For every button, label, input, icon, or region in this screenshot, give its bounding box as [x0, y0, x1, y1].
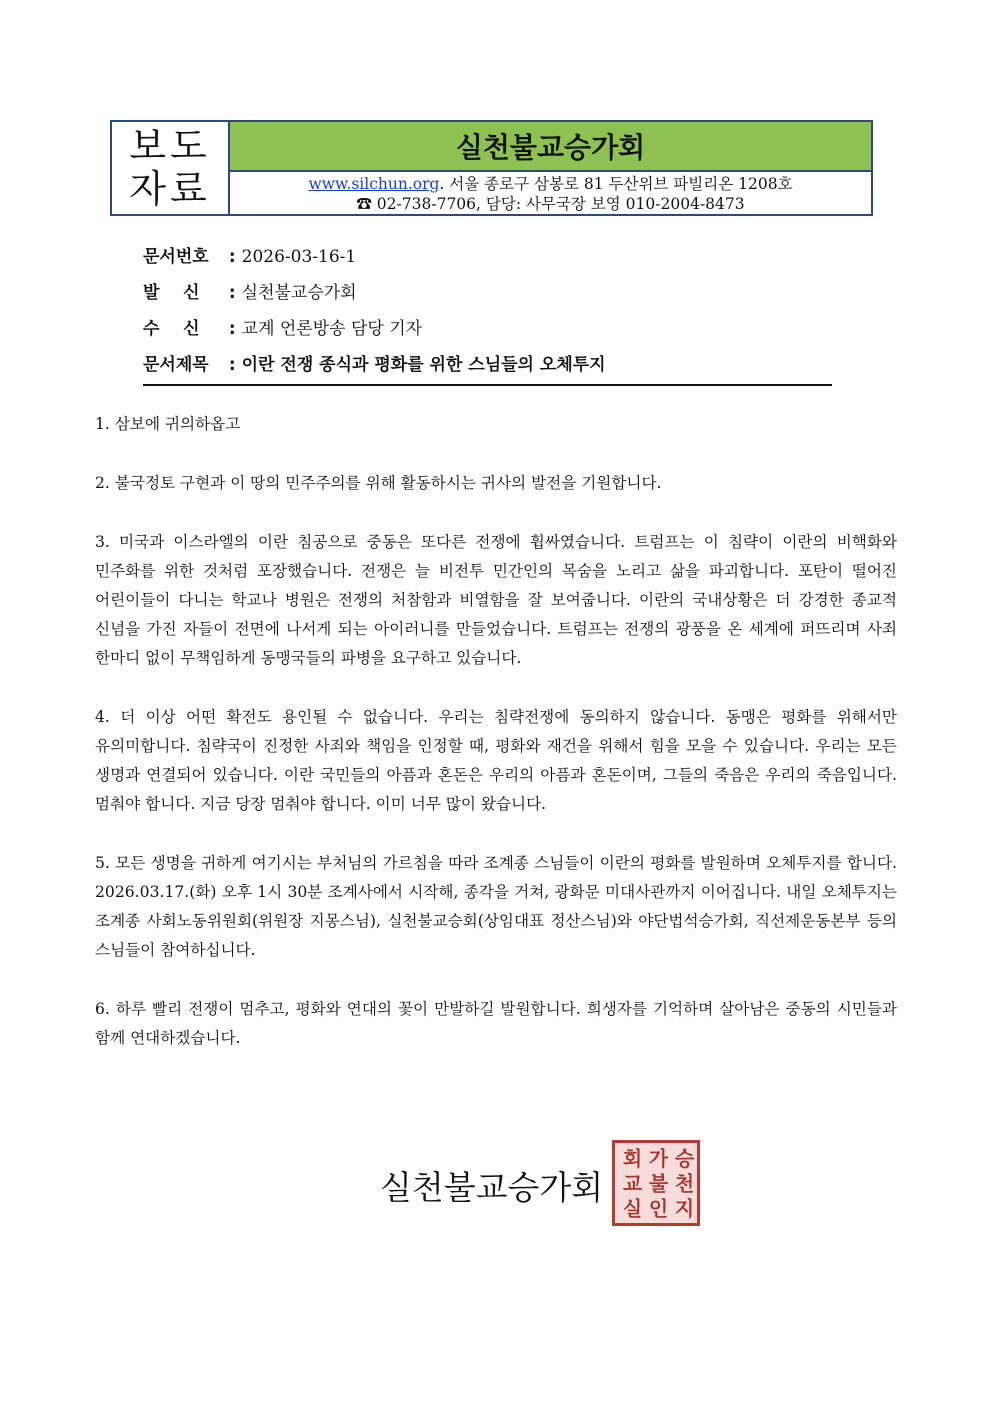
paragraph-1: 1. 삼보에 귀의하옵고: [95, 415, 241, 433]
seal-glyph: 실: [619, 1197, 643, 1218]
paragraph-4: 4. 더 이상 어떤 확전도 용인될 수 없습니다. 우리는 침략전쟁에 동의하지 않습니다. 동맹은 평화를 위해서만 유의미합니다. 침략국이 진정한 사죄와 책임을 인정할 때, 평화와 재건을 위해서 힘을 모을 수 있습니다. 우리는 모든 생명과 연결되어 있습니다. 이란 국민들의 아픔과 혼돈은 우리의 아픔과 혼돈이며, 그들의 죽음은 우리의 죽음입니다. 멈춰야 합니다. 지금 당장 멈춰야 합니다. 이미 너무 많이 왔습니다.: [95, 708, 897, 813]
seal-glyph: 지: [671, 1197, 695, 1218]
seal-glyph: 교: [619, 1172, 643, 1193]
doc-type-label: [112, 122, 230, 214]
org-name-band: 실천불교승가회: [230, 122, 871, 172]
meta-row-subject: [143, 347, 833, 383]
subject-value: 이란 전쟁 종식과 평화를 위한 스님들의 오체투지: [241, 355, 606, 375]
recipient-value: 교계 언론방송 담당 기자: [241, 319, 423, 339]
doc-type-line2: 자료: [129, 167, 211, 211]
seal-glyph: 가: [645, 1148, 669, 1169]
press-release-header: [110, 120, 873, 216]
paragraph-2: 2. 불국정토 구현과 이 땅의 민주주의를 위해 활동하시는 귀사의 발전을 기원합니다.: [95, 474, 662, 492]
address-text: . 서울 종로구 삼봉로 81 두산위브 파빌리온 1208호: [439, 175, 793, 193]
seal-glyph: 승: [671, 1148, 695, 1169]
meta-separator: :: [223, 247, 242, 267]
doc-type-line1: 보도: [129, 124, 211, 168]
sender-value: 실천불교승가회: [241, 283, 357, 303]
doc-number-value: 2026-03-16-1: [241, 247, 357, 267]
header-divider: [143, 384, 832, 386]
seal-glyph: 회: [619, 1148, 643, 1169]
phone-line: ☎ 02-738-7706, 담당: 사무국장 보영 010-2004-8473: [356, 195, 745, 213]
paragraph-3: 3. 미국과 이스라엘의 이란 침공으로 중동은 또다른 전쟁에 휩싸였습니다. 트럼프는 이 침략이 이란의 비핵화와 민주화를 위한 것처럼 포장했습니다. 전쟁은 늘 비전투 민간인의 목숨을 노리고 삶을 파괴합니다. 포탄이 떨어진 어린이들이 다니는 학교나 병원은 전쟁의 처참함과 비열함을 잘 보여줍니다. 이란의 국내상황은 더 강경한 종교적 신념을 가진 자들이 전면에 나서게 되는 아이러니를 만들었습니다. 트럼프는 전쟁의 광풍을 온 세계에 퍼뜨리며 사죄 한마디 없이 무책임하게 동맹국들의 파병을 요구하고 있습니다.: [95, 533, 897, 667]
meta-row-recipient: [143, 311, 833, 347]
recipient-label: 수 신: [143, 319, 200, 339]
seal-glyph: 인: [645, 1197, 669, 1218]
meta-separator: :: [223, 319, 242, 339]
contact-info: [230, 172, 871, 214]
header-right: [230, 122, 871, 214]
meta-row-doc-number: [143, 239, 833, 275]
body-text: [95, 410, 897, 1083]
website-link[interactable]: www.silchun.org: [308, 175, 440, 193]
seal-glyph: 불: [645, 1172, 669, 1193]
paragraph-5: 5. 모든 생명을 귀하게 여기시는 부처님의 가르침을 따라 조계종 스님들이 이란의 평화를 발원하며 오체투지를 합니다. 2026.03.17.(화) 오후 1시 30분 조계사에서 시작해, 종각을 거쳐, 광화문 미대사관까지 이어집니다. 내일 오체투지는 조계종 사회노동위원회(위원장 지몽스님), 실천불교승회(상임대표 정산스님)와 야단법석승가회, 직선제운동본부 등의 스님들이 참여하십니다.: [95, 854, 897, 959]
official-seal: [612, 1140, 700, 1226]
meta-separator: :: [223, 355, 242, 375]
seal-glyph: 천: [671, 1172, 695, 1193]
address-line: [230, 174, 871, 194]
meta-separator: :: [223, 283, 242, 303]
signature-name: 실천불교승가회: [380, 1168, 604, 1207]
meta-row-sender: [143, 275, 833, 311]
subject-label: 문서제목: [143, 355, 209, 375]
document-meta: [143, 239, 833, 383]
paragraph-6: 6. 하루 빨리 전쟁이 멈추고, 평화와 연대의 꽃이 만발하길 발원합니다. 희생자를 기억하며 살아남은 중동의 시민들과 함께 연대하겠습니다.: [95, 1000, 897, 1047]
sender-label: 발 신: [143, 283, 200, 303]
doc-number-label: 문서번호: [143, 247, 209, 267]
